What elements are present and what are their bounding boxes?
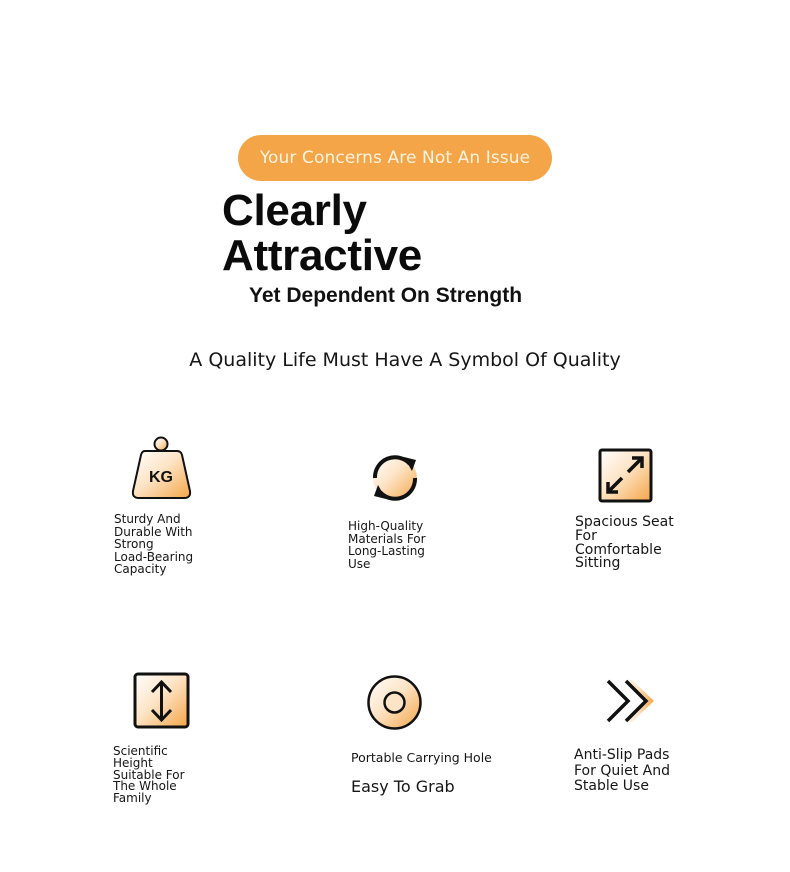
refresh-arrows-icon (368, 452, 422, 504)
kg-label: KG (149, 469, 173, 486)
feature-line: Anti-Slip Pads (574, 747, 670, 763)
feature-line: Portable Carrying Hole (351, 750, 492, 765)
headline (222, 188, 422, 278)
feature-line: Spacious Seat (575, 514, 674, 530)
feature-line: Comfortable (575, 541, 662, 558)
concerns-pill-badge (238, 135, 552, 181)
expand-arrows-icon (598, 448, 654, 504)
feature-line: Stable Use (574, 778, 649, 794)
feature-line: Capacity (114, 562, 167, 576)
feature-line: Use (348, 556, 371, 571)
vertical-height-icon (133, 672, 191, 730)
feature-spacious-text (575, 516, 674, 571)
feature-height-text (113, 746, 185, 805)
feature-line: Family (113, 791, 152, 806)
feature-line: Load-Bearing (114, 549, 194, 564)
feature-line: Strong (114, 537, 154, 551)
feature-carrying-text (351, 752, 492, 765)
feature-line: Sitting (575, 555, 621, 572)
feature-anti-slip-text (574, 748, 670, 795)
feature-line: Sturdy And (114, 512, 181, 526)
feature-line: For Quiet And (574, 762, 670, 779)
feature-line: High-Quality (348, 519, 424, 533)
feature-line: Scientific (113, 744, 168, 758)
feature-line: Long-Lasting (348, 544, 425, 558)
feature-materials-text (348, 520, 426, 570)
double-chevron-right-icon (604, 678, 654, 724)
feature-line: The Whole (113, 779, 177, 794)
pill-text: Your Concerns Are Not An Issue (259, 148, 531, 168)
carrying-hole-icon (366, 674, 424, 732)
headline-line-2: Attractive (222, 231, 422, 280)
feature-line: Height (113, 755, 153, 770)
tagline: A Quality Life Must Have A Symbol Of Quality (189, 349, 621, 371)
subheadline: Yet Dependent On Strength (249, 284, 523, 307)
feature-line: Materials For (348, 531, 426, 546)
feature-carrying-sub: Easy To Grab (351, 777, 455, 796)
feature-line: Durable With (114, 524, 193, 539)
headline-line-1: Clearly (222, 186, 367, 235)
kg-weight-icon (131, 436, 193, 500)
feature-load-bearing-text (114, 513, 193, 576)
feature-line: Suitable For (113, 767, 185, 782)
feature-line: For (575, 527, 597, 544)
